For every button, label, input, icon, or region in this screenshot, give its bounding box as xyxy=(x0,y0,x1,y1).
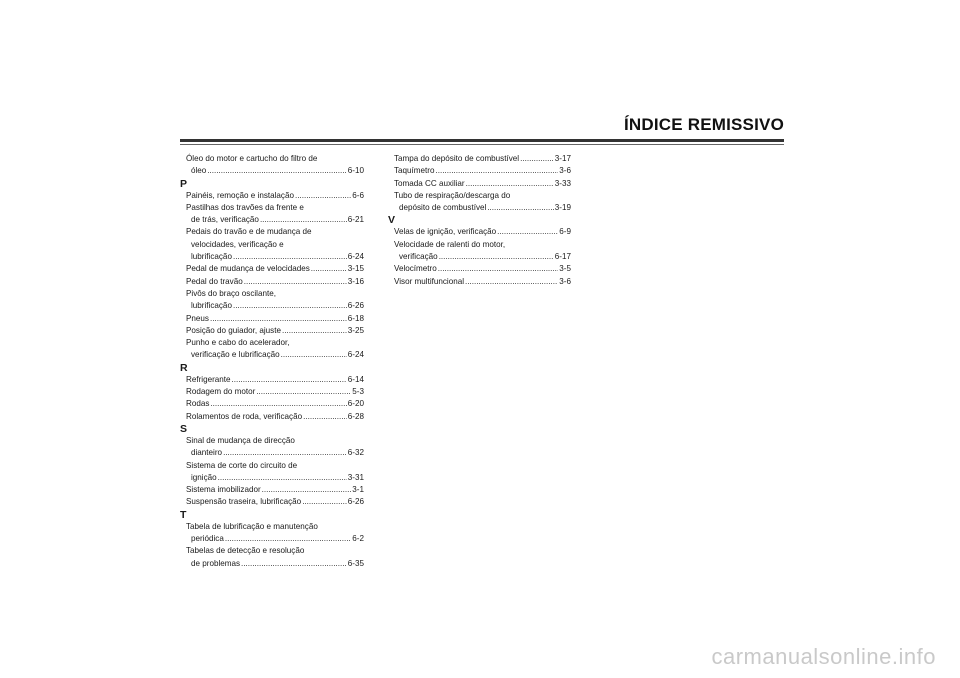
index-entry-text: óleo xyxy=(191,166,207,176)
index-entry-line xyxy=(388,178,571,190)
index-page-number: 3-15 xyxy=(347,264,364,274)
dot-leader xyxy=(311,263,347,275)
index-entry-line xyxy=(180,558,364,570)
header-rule-thin xyxy=(180,144,784,145)
index-entry-line xyxy=(180,411,364,423)
index-entry-line xyxy=(180,153,364,165)
index-entry xyxy=(180,386,364,398)
dot-leader xyxy=(210,398,346,410)
dot-leader xyxy=(303,411,347,423)
index-entry-line xyxy=(180,300,364,312)
index-entry-text: Velas de ignição, verificação xyxy=(394,227,497,237)
index-page-number: 3-33 xyxy=(554,178,571,188)
index-letter-heading: T xyxy=(180,508,187,521)
index-entry-line xyxy=(180,190,364,202)
index-entry-text: Óleo do motor e cartucho do filtro de xyxy=(186,154,318,163)
dot-leader xyxy=(465,276,558,288)
index-entry-line xyxy=(180,447,364,459)
index-entry xyxy=(180,202,364,227)
index-entry-line xyxy=(388,226,571,238)
dot-leader xyxy=(282,325,347,337)
index-entry-text: depósito de combustível xyxy=(399,203,487,213)
index-page-number: 6-14 xyxy=(347,374,364,384)
index-entry-line xyxy=(180,214,364,226)
index-entry xyxy=(180,153,364,178)
index-entry-line xyxy=(180,202,364,214)
dot-leader xyxy=(225,533,351,545)
index-page-number: 3-16 xyxy=(347,276,364,286)
index-page-number: 5-3 xyxy=(352,387,364,397)
index-entry xyxy=(180,337,364,362)
index-entry xyxy=(388,276,571,288)
index-page-number: 3-25 xyxy=(347,325,364,335)
index-entry-line xyxy=(180,545,364,557)
index-entry xyxy=(180,263,364,275)
index-entry xyxy=(388,165,571,177)
index-entry-line xyxy=(180,484,364,496)
index-entry-line xyxy=(180,263,364,275)
index-entry-text: Refrigerante xyxy=(186,374,231,384)
index-entry xyxy=(180,226,364,263)
dot-leader xyxy=(207,165,346,177)
index-page-number: 3-17 xyxy=(554,154,571,163)
index-entry-text: lubrificação xyxy=(191,252,232,262)
index-entry xyxy=(180,374,364,386)
index-page-number: 6-2 xyxy=(352,534,364,544)
index-page-number: 3-1 xyxy=(352,485,364,495)
index-entry-line xyxy=(180,374,364,386)
index-entry-line xyxy=(180,460,364,472)
page-title: ÍNDICE REMISSIVO xyxy=(623,115,784,134)
index-entry xyxy=(180,313,364,325)
index-entry-text: Pedal do travão xyxy=(186,276,243,286)
index-entry xyxy=(180,484,364,496)
dot-leader xyxy=(256,386,351,398)
index-entry-text: Rodagem do motor xyxy=(186,387,256,397)
index-page-number: 6-10 xyxy=(347,166,364,176)
index-entry-line xyxy=(180,533,364,545)
index-entry-text: de trás, verificação xyxy=(191,215,259,225)
dot-leader xyxy=(260,214,347,226)
index-entry xyxy=(180,545,364,570)
dot-leader xyxy=(302,496,347,508)
index-entry xyxy=(180,276,364,288)
dot-leader xyxy=(295,190,351,202)
index-entry-line xyxy=(180,276,364,288)
index-entry-line xyxy=(180,251,364,263)
index-entry-line xyxy=(388,239,571,251)
index-column-right xyxy=(388,153,571,288)
header-rule-thick xyxy=(180,139,784,142)
index-entry-text: Velocidade de ralenti do motor, xyxy=(394,239,506,249)
dot-leader xyxy=(466,178,554,190)
index-entry xyxy=(388,226,571,238)
index-entry-line xyxy=(180,435,364,447)
index-entry-line xyxy=(180,472,364,484)
index-entry-line xyxy=(180,496,364,508)
index-page-number: 6-6 xyxy=(352,190,364,200)
dot-leader xyxy=(436,165,559,177)
index-page-number: 6-26 xyxy=(347,301,364,311)
index-page-number: 6-24 xyxy=(347,252,364,262)
index-entry-line xyxy=(388,251,571,263)
index-entry-text: periódica xyxy=(191,534,224,544)
index-entry-text: Painéis, remoção e instalação xyxy=(186,190,294,200)
watermark: carmanualsonline.info xyxy=(711,644,936,669)
index-entry-line xyxy=(388,263,571,275)
index-page-number: 6-32 xyxy=(347,448,364,458)
dot-leader xyxy=(232,374,347,386)
index-entry-line xyxy=(180,398,364,410)
index-entry-text: Tubo de respiração/descarga do xyxy=(394,190,511,200)
dot-leader xyxy=(210,313,347,325)
index-entry xyxy=(180,435,364,460)
index-entry-line xyxy=(388,202,571,214)
index-entry-text: Visor multifuncional xyxy=(394,276,465,286)
index-entry-line xyxy=(180,288,364,300)
index-entry xyxy=(388,239,571,264)
index-entry-text: de problemas xyxy=(191,558,241,568)
index-letter-heading: P xyxy=(180,177,188,190)
index-entry-line xyxy=(180,337,364,349)
index-entry xyxy=(180,288,364,313)
index-entry-line xyxy=(180,349,364,361)
dot-leader xyxy=(233,300,347,312)
index-entry xyxy=(180,325,364,337)
index-entry-text: Pastilhas dos travões da frente e xyxy=(186,202,304,212)
index-page-number: 6-26 xyxy=(347,497,364,507)
index-entry-line xyxy=(388,190,571,202)
index-entry-text: Pedal de mudança de velocidades xyxy=(186,264,310,274)
dot-leader xyxy=(233,251,347,263)
index-entry-text: Posição do guiador, ajuste xyxy=(186,325,281,335)
index-entry-text: Pedais do travão e de mudança de xyxy=(186,227,312,237)
index-entry-line xyxy=(180,325,364,337)
index-entry-line xyxy=(180,313,364,325)
index-entry-text: Sistema imobilizador xyxy=(186,485,261,495)
index-page-number: 3-6 xyxy=(559,166,571,176)
index-page-number: 6-35 xyxy=(347,558,364,568)
index-entry-text: verificação xyxy=(399,252,438,262)
index-entry xyxy=(180,460,364,485)
index-entry-line xyxy=(180,386,364,398)
index-page-number: 6-24 xyxy=(347,350,364,360)
index-column-left xyxy=(180,153,364,570)
index-entry-line xyxy=(180,165,364,177)
index-entry-text: Rodas xyxy=(186,399,210,409)
index-page-number: 3-5 xyxy=(559,264,571,274)
index-page-number: 6-17 xyxy=(554,252,571,262)
index-letter-heading: V xyxy=(388,214,396,227)
index-entry xyxy=(180,190,364,202)
index-entry-text: Sinal de mudança de direcção xyxy=(186,435,295,445)
index-entry-line xyxy=(180,239,364,251)
index-entry xyxy=(388,178,571,190)
index-page-number: 3-31 xyxy=(347,472,364,482)
dot-leader xyxy=(438,263,559,275)
index-page-number: 6-28 xyxy=(347,411,364,421)
index-entry-text: ignição xyxy=(191,472,217,482)
index-entry-line xyxy=(388,276,571,288)
index-entry xyxy=(180,496,364,508)
index-letter-heading: S xyxy=(180,422,188,435)
dot-leader xyxy=(244,276,347,288)
dot-leader xyxy=(487,202,554,214)
index-entry-text: Tabela de lubrificação e manutenção xyxy=(186,521,318,531)
index-entry-text: Pivôs do braço oscilante, xyxy=(186,288,276,298)
index-entry-text: Sistema de corte do circuito de xyxy=(186,460,298,470)
index-entry-line xyxy=(180,226,364,238)
index-entry-text: Rolamentos de roda, verificação xyxy=(186,411,303,421)
index-entry-text: lubrificação xyxy=(191,301,232,311)
index-entry-text: Pneus xyxy=(186,313,209,323)
dot-leader xyxy=(218,472,347,484)
index-page-number: 3-6 xyxy=(559,276,571,286)
index-letter-heading: R xyxy=(180,361,188,374)
index-entry-line xyxy=(388,153,571,165)
dot-leader xyxy=(262,484,352,496)
index-page-number: 6-20 xyxy=(347,399,364,409)
dot-leader xyxy=(497,226,558,238)
index-page-number: 6-18 xyxy=(347,313,364,323)
index-entry-text: Punho e cabo do acelerador, xyxy=(186,338,290,348)
dot-leader xyxy=(439,251,554,263)
index-entry-text: Taquímetro xyxy=(394,166,435,176)
index-page-number: 3-19 xyxy=(554,203,571,213)
index-entry-text: Suspensão traseira, lubrificação xyxy=(186,497,302,507)
dot-leader xyxy=(241,558,347,570)
index-entry-text: Tomada CC auxiliar xyxy=(394,178,465,188)
index-page-number: 6-21 xyxy=(347,215,364,225)
index-entry-text: verificação e lubrificação xyxy=(191,350,280,360)
index-entry xyxy=(180,411,364,423)
index-entry-text: Tabelas de detecção e resolução xyxy=(186,546,305,556)
index-entry xyxy=(388,153,571,165)
index-page-number: 6-9 xyxy=(559,227,571,237)
index-entry-line xyxy=(180,521,364,533)
index-entry xyxy=(388,263,571,275)
index-entry-text: Velocímetro xyxy=(394,264,437,274)
index-entry-text: velocidades, verificação e xyxy=(191,239,284,249)
index-entry-text: Tampa do depósito de combustível xyxy=(394,154,520,163)
index-entry xyxy=(388,190,571,215)
dot-leader xyxy=(223,447,347,459)
index-entry xyxy=(180,521,364,546)
dot-leader xyxy=(520,153,554,165)
index-entry-text: dianteiro xyxy=(191,448,223,458)
index-entry-line xyxy=(388,165,571,177)
dot-leader xyxy=(281,349,347,361)
index-entry xyxy=(180,398,364,410)
